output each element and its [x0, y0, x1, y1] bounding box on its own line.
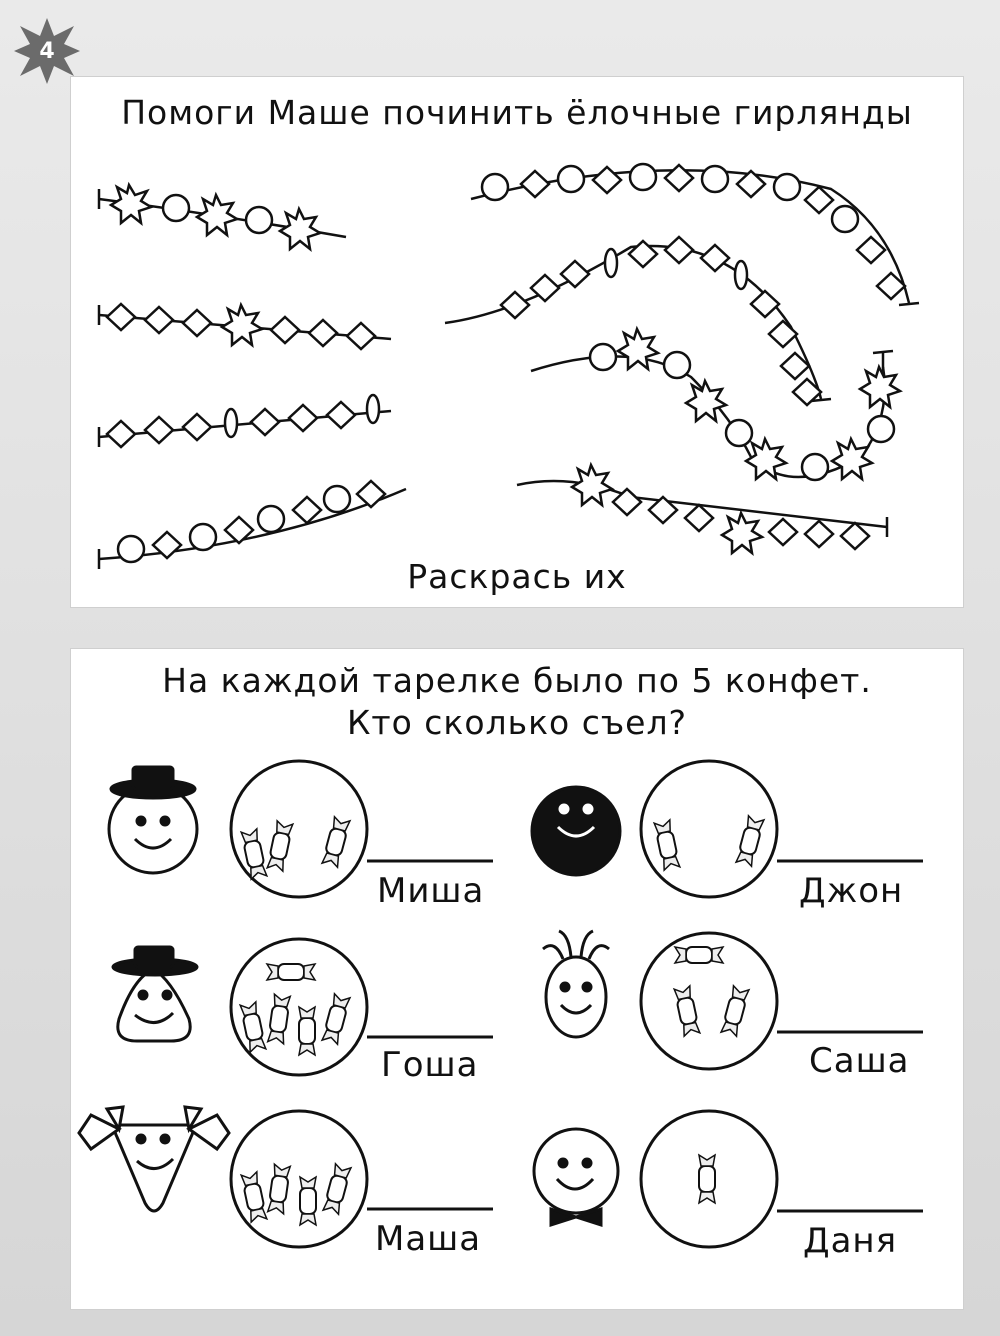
candy-task-title-line1: На каждой тарелке было по 5 конфет.	[162, 661, 872, 700]
child-name-1: Миша	[377, 871, 485, 911]
child-name-2: Гоша	[381, 1045, 479, 1085]
child-name-4: Джон	[799, 871, 904, 911]
garlands-illustration	[71, 77, 963, 607]
garland-task-title: Помоги Маше починить ёлочные гирлянды	[121, 93, 913, 132]
page-number: 4	[39, 38, 55, 64]
children-and-plates-illustration	[71, 649, 963, 1309]
child-name-3: Маша	[375, 1219, 482, 1259]
child-name-6: Даня	[803, 1221, 898, 1261]
garland-task-panel	[70, 76, 964, 608]
child-name-5: Саша	[809, 1041, 910, 1081]
candy-task-title-line2: Кто сколько съел?	[346, 703, 688, 742]
garland-task-subtitle: Раскрась их	[407, 557, 627, 596]
candy-task-panel	[70, 648, 964, 1310]
